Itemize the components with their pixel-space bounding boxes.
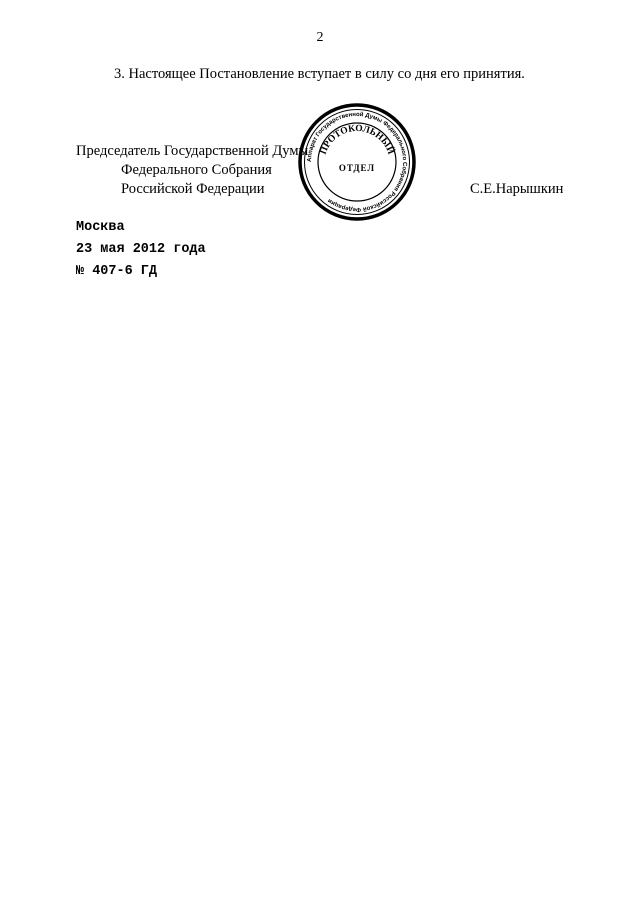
page-number: 2 <box>316 30 324 45</box>
resolution-paragraph-3: 3. Настоящее Постановление вступает в силу со дня его принятия. <box>114 66 525 82</box>
seal-outer-text: Аппарат Государственной Думы Федерального Собрания Российской Федерации <box>306 111 408 213</box>
seal-outer-ring <box>300 105 414 219</box>
signature-title-line-1: Председатель Государственной Думы <box>76 143 309 159</box>
document-date: 23 мая 2012 года <box>76 242 206 257</box>
seal-center-word: ОТДЕЛ <box>338 163 376 173</box>
document-number: № 407-6 ГД <box>76 264 158 279</box>
signer-name: С.Е.Нарышкин <box>470 181 564 197</box>
seal-center-arc: ПРОТОКОЛЬНЫЙ <box>318 123 396 157</box>
signature-title-line-2: Федерального Собрания <box>121 162 272 178</box>
official-seal <box>297 102 417 222</box>
document-city: Москва <box>76 220 125 235</box>
signature-title-line-3: Российской Федерации <box>121 181 265 197</box>
